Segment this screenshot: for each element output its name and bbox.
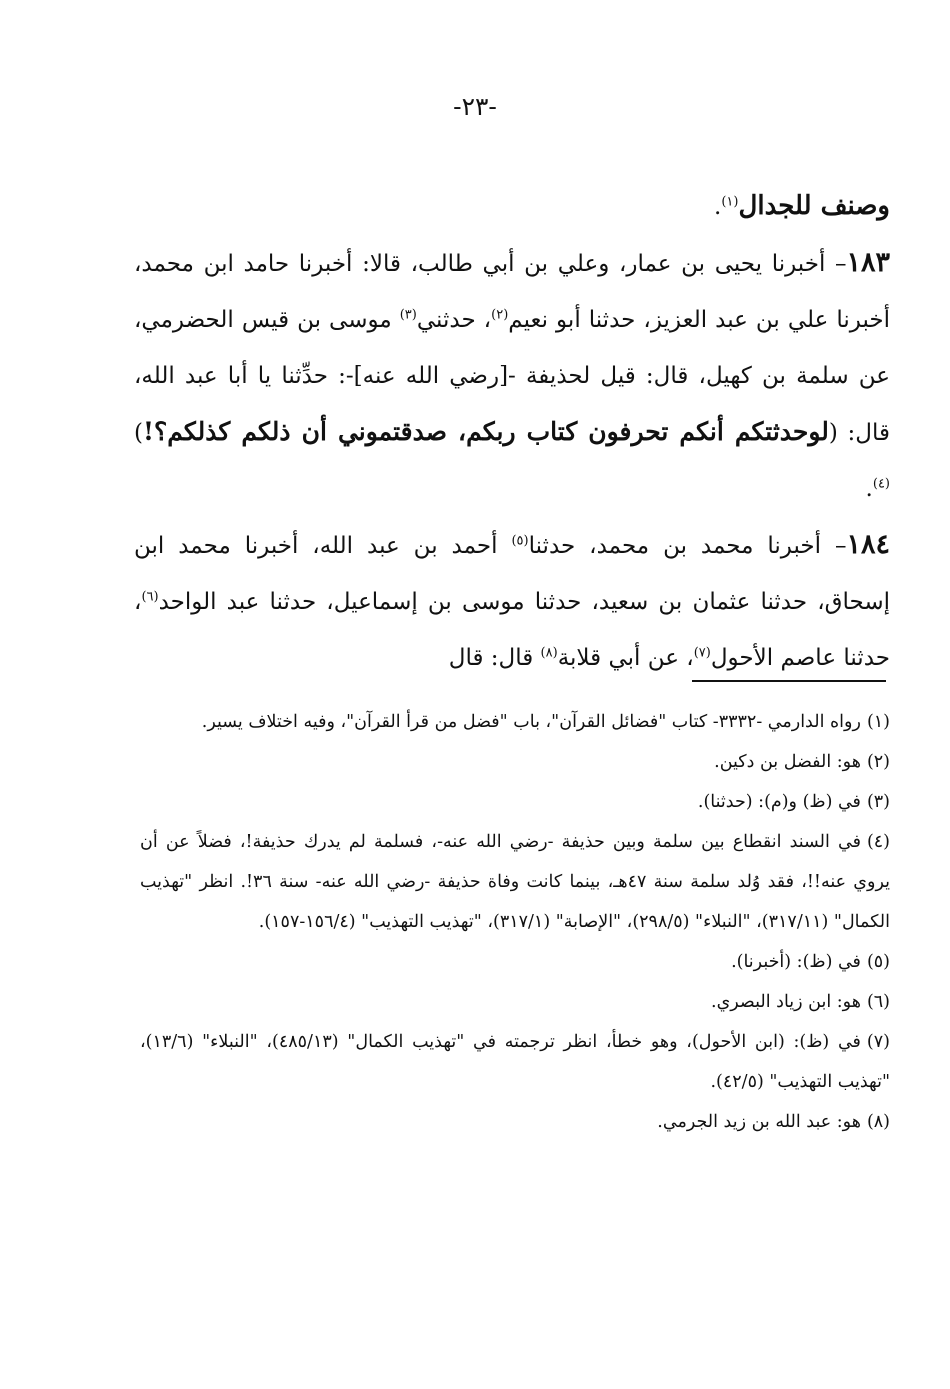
footnote-separator — [692, 680, 886, 682]
hadith-183 — [134, 235, 890, 517]
footnote — [140, 982, 890, 1022]
footnote — [140, 822, 890, 942]
footnote-number: (١) — [866, 712, 890, 732]
text-run: – أخبرنا يحيى بن عمار، وعلي بن أبي طالب، قالا: أخبرنا حامد ابن محمد، أخبرنا علي بن عبد العزيز، حدثنا أبو نعيم — [134, 251, 890, 333]
footnote-text: هو: عبد الله بن زيد الجرمي. — [657, 1112, 861, 1132]
footnote — [140, 1102, 890, 1142]
text-run: ، عن أبي قلابة — [557, 645, 694, 671]
footnote-ref[interactable]: (٤) — [872, 476, 890, 492]
footnote — [140, 942, 890, 982]
footnote-number: (٤) — [866, 832, 890, 852]
main-text — [134, 178, 890, 686]
footnote-text: في (ظ) و(م): (حدثنا). — [697, 792, 861, 812]
bold-text: وصنف للجدال — [738, 191, 890, 221]
footnote-ref[interactable]: (٣) — [399, 307, 417, 323]
text-run: . — [714, 194, 722, 220]
footnote-number: (٨) — [866, 1112, 890, 1132]
footnote-text: هو: ابن زياد البصري. — [711, 992, 861, 1012]
text-run: – أخبرنا محمد بن محمد، حدثنا — [528, 533, 847, 559]
footnote-number: (٣) — [866, 792, 890, 812]
footnote-ref[interactable]: (٦) — [141, 589, 159, 605]
footnote-number: (٢) — [866, 752, 890, 772]
text-run: موسى بن قيس الحضرمي، عن سلمة بن كهيل، قال: قيل لحذيفة -[رضي الله عنه]-: حدِّثنا يا أبا عبد الله، قال: ( — [134, 307, 890, 446]
hadith-number: ١٨٣ — [846, 247, 890, 278]
hadith-184 — [134, 517, 890, 686]
footnotes — [140, 702, 890, 1142]
hadith-number: ١٨٤ — [846, 529, 890, 560]
footnote — [140, 1022, 890, 1102]
text-run: . — [865, 476, 873, 502]
footnote-ref[interactable]: (٧) — [693, 645, 711, 661]
page-number: -٢٣- — [453, 92, 497, 121]
footnote-ref[interactable]: (٨) — [540, 645, 558, 661]
footnote-ref[interactable]: (١) — [721, 194, 739, 210]
footnote — [140, 782, 890, 822]
footnote-text: في (ظ): (ابن الأحول)، وهو خطأ، انظر ترجمته في "تهذيب الكمال" (٤٨٥/١٣)، "النبلاء" (١٣/٦)، "تهذيب التهذيب" (٤٢/٥). — [140, 1032, 890, 1092]
footnote-ref[interactable]: (٥) — [511, 533, 529, 549]
footnote-ref[interactable]: (٢) — [491, 307, 509, 323]
footnote-number: (٦) — [866, 992, 890, 1012]
text-run: ، حدثنا عاصم الأحول — [134, 589, 890, 671]
text-run: ) — [134, 420, 143, 446]
paragraph-continuation — [134, 178, 890, 235]
footnote-number: (٧) — [866, 1032, 890, 1052]
footnote-number: (٥) — [866, 952, 890, 972]
footnote — [140, 702, 890, 742]
footnote-text: في (ظ): (أخبرنا). — [731, 952, 861, 972]
bold-quote: لوحدثتكم أنكم تحرفون كتاب ربكم، صدقتموني أن ذلكم كذلكم؟! — [142, 417, 829, 446]
footnote-text: في السند انقطاع بين سلمة وبين حذيفة -رضي الله عنه-، فسلمة لم يدرك حذيفة!، فضلاً عن أن يروي عنه!!، فقد وُلد سلمة سنة ٤٧هـ، بينما كانت وفاة حذيفة -رضي الله عنه- سنة ٣٦!. انظر "تهذيب الكمال" (٣١٧/١١)، "النبلاء" (٢٩٨/٥)، "الإصابة" (٣١٧/١)، "تهذيب التهذيب" (١٥٦/٤-١٥٧). — [140, 832, 890, 932]
text-run: ، حدثني — [416, 307, 492, 333]
footnote-text: هو: الفضل بن دكين. — [714, 752, 861, 772]
footnote — [140, 742, 890, 782]
text-run: أحمد بن عبد الله، أخبرنا محمد ابن إسحاق، حدثنا عثمان بن سعيد، حدثنا موسى بن إسماعيل، حدثنا عبد الواحد — [134, 533, 890, 615]
text-run: قال: قال — [448, 645, 541, 671]
footnote-text: رواه الدارمي -٣٣٣٢- كتاب "فضائل القرآن"، باب "فضل من قرأ القرآن"، وفيه اختلاف يسير. — [201, 712, 861, 732]
